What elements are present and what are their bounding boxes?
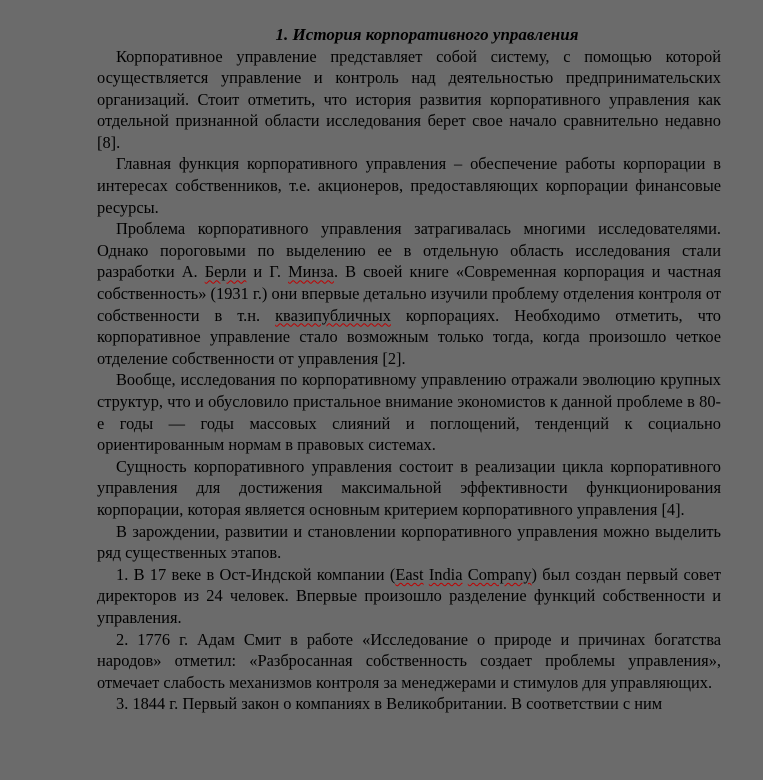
spellcheck-word: Company [467, 564, 532, 584]
paragraph-1: Корпоративное управление представляет собой систему, с помощью которой осуществляется управление и контроль над деятельностью предпринимательских организаций. Стоит отметить, что история развития корпоративного управления как отдельной признанной области исследования берет свое начало сравнительно недавно [8]. [97, 46, 721, 152]
text-run: ) был создан первый совет директоров из 24 человек. Впервые произошло разделение функций собственности и управления. [97, 564, 721, 627]
paragraph-5: Сущность корпоративного управления состоит в реализации цикла корпоративного управления для достижения максимальной эффективности функционирования корпорации, которая является основным критерием корпоративного управления [4]. [97, 456, 721, 519]
paragraph-2: Главная функция корпоративного управления – обеспечение работы корпорации в интересах собственников, т.е. акционеров, предоставляющих корпорации финансовые ресурсы. [97, 154, 721, 217]
spellcheck-word: квазипубличных [275, 305, 391, 325]
paragraph-6: В зарождении, развитии и становлении корпоративного управления можно выделить ряд существенных этапов. [97, 521, 721, 563]
text-run: Проблема корпоративного управления затрагивалась многими исследователями. Однако пороговыми по выделению ее в отдельную область исследования стали разработки А. [97, 219, 721, 282]
spellcheck-word: East [395, 564, 424, 584]
section-title: 1. История корпоративного управления [275, 25, 579, 44]
list-item-3: 3. 1844 г. Первый закон о компаниях в Великобритании. В соответствии с ним [116, 694, 663, 714]
list-item-1 [97, 564, 721, 629]
text-run: . В своей книге «Современная корпорация и частная собственность» (1931 г.) они впервые детально изучили проблему отделения контроля от собственности в т.н. [97, 262, 721, 325]
text-run: корпорациях. Необходимо отметить, что корпоративное управление стало возможным только тогда, когда произошло четкое отделение собственности от управления [2]. [97, 305, 722, 368]
text-run: 1. В 17 веке в Ост-Индской компании ( [116, 564, 396, 584]
paragraph-4: Вообще, исследования по корпоративному управлению отражали эволюцию крупных структур, что и обусловило пристальное внимание экономистов к данной проблеме в 80-е годы — годы массовых слияний и поглощений, тенденций к социально ориентированным нормам в правовых системах. [97, 370, 721, 455]
spellcheck-word: Минза [288, 262, 334, 282]
text-run: и Г. [246, 262, 289, 282]
document-body [97, 24, 721, 715]
spellcheck-word: Берли [204, 262, 247, 282]
paragraph-3 [97, 218, 721, 369]
spellcheck-word: India [428, 564, 463, 584]
list-item-2: 2. 1776 г. Адам Смит в работе «Исследование о природе и причинах богатства народов» отметил: «Разбросанная собственность создает проблемы управления», отмечает слабость механизмов контроля за менеджерами и стимулов для управляющих. [97, 629, 721, 692]
